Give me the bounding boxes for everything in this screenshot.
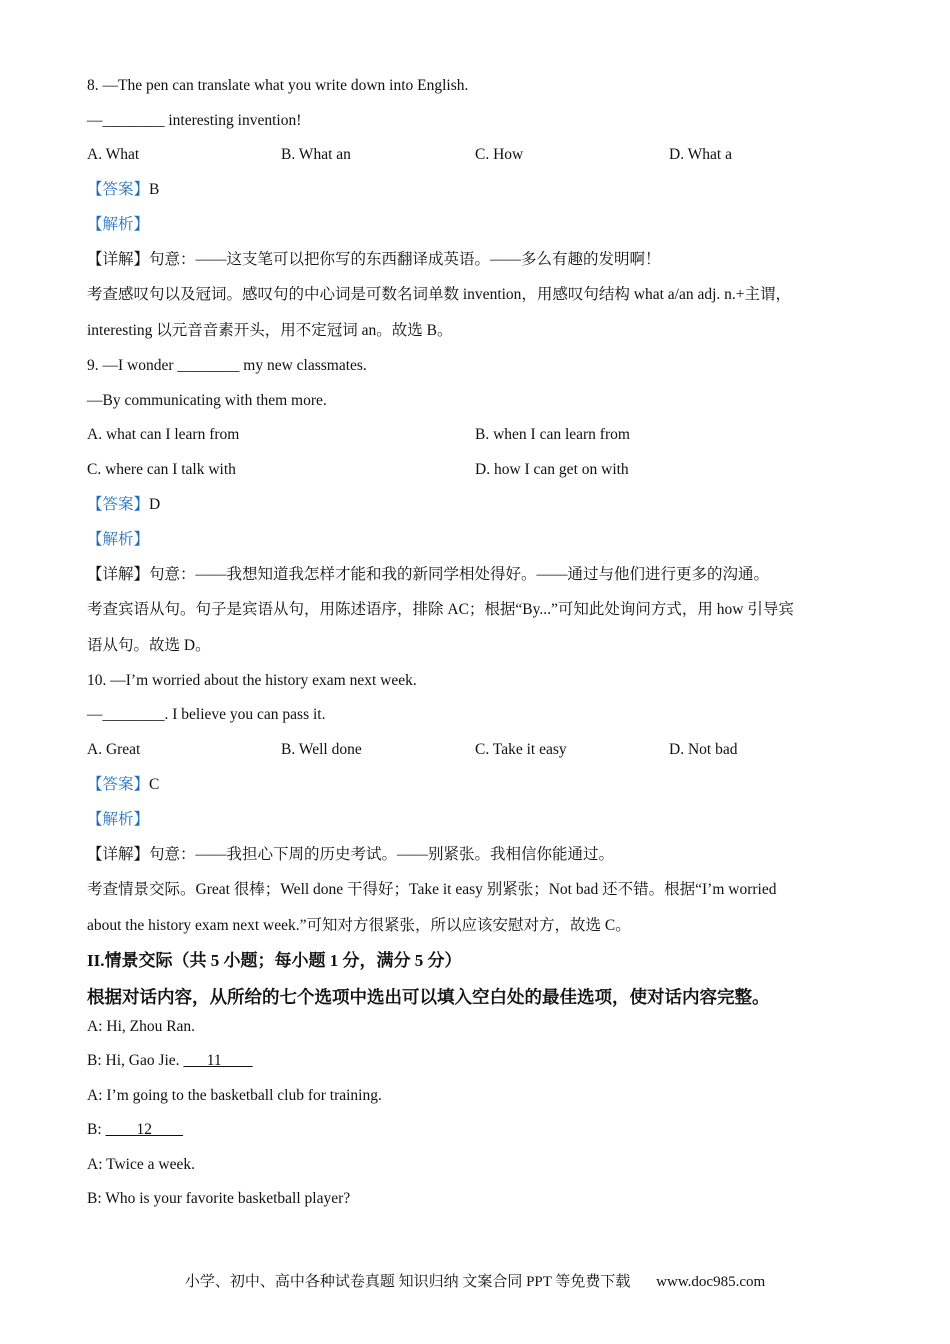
q8-stem: 8. —The pen can translate what you write down into English. xyxy=(87,77,469,94)
q10-option-a: A. Great xyxy=(87,741,141,758)
q9-stem: 9. —I wonder ________ my new classmates. xyxy=(87,357,367,374)
q9-option-b: B. when I can learn from xyxy=(475,426,630,443)
section-heading: II.情景交际（共 5 小题；每小题 1 分，满分 5 分） xyxy=(87,951,462,970)
q8-option-d: D. What a xyxy=(669,146,732,163)
answer-tag: 【答案】 xyxy=(87,776,150,793)
q9-detail-1 xyxy=(87,565,769,585)
q10-option-d: D. Not bad xyxy=(669,741,738,758)
q10-analysis-tag: 【解析】 xyxy=(87,811,150,828)
dialog-line-4 xyxy=(87,1120,183,1140)
dialog-line-3: A: I’m going to the basketball club for training. xyxy=(87,1087,382,1104)
q9-analysis-tag: 【解析】 xyxy=(87,531,150,548)
q9-detail-text: 句意：——我想知道我怎样才能和我的新同学相处得好。——通过与他们进行更多的沟通。 xyxy=(149,566,770,583)
q8-option-c: C. How xyxy=(475,146,524,163)
dialog-line-5: A: Twice a week. xyxy=(87,1156,195,1173)
q8-detail-2: 考查感叹句以及冠词。感叹句的中心词是可数名词单数 invention，用感叹句结构 what a/an adj. n.+主谓， xyxy=(87,286,792,303)
q10-detail-3: about the history exam next week.”可知对方很紧张，所以应该安慰对方，故选 C。 xyxy=(87,917,631,934)
q8-answer-line xyxy=(87,180,159,200)
footer-url[interactable]: www.doc985.com xyxy=(656,1274,766,1290)
q10-detail-2: 考查情景交际。Great 很棒；Well done 干得好；Take it easy 别紧张；Not bad 还不错。根据“I’m worried xyxy=(87,881,777,898)
dialog-line-1: A: Hi, Zhou Ran. xyxy=(87,1018,196,1035)
answer-tag: 【答案】 xyxy=(87,181,150,198)
dialog-speaker-text: B: Hi, Gao Jie. xyxy=(87,1052,184,1069)
blank-number: 12 xyxy=(136,1121,153,1138)
q10-stem: 10. —I’m worried about the history exam next week. xyxy=(87,672,417,689)
detail-tag: 【详解】 xyxy=(87,566,150,583)
dialog-line-2 xyxy=(87,1051,253,1071)
q8-option-b: B. What an xyxy=(281,146,351,163)
q10-option-b: B. Well done xyxy=(281,741,362,758)
q8-answer: B xyxy=(149,181,160,198)
q10-reply: —________. I believe you can pass it. xyxy=(87,706,326,723)
q10-answer: C xyxy=(149,776,160,793)
detail-tag: 【详解】 xyxy=(87,251,150,268)
section-instruction: 根据对话内容，从所给的七个选项中选出可以填入空白处的最佳选项，使对话内容完整。 xyxy=(87,987,770,1007)
q9-answer: D xyxy=(149,496,161,513)
q9-answer-line xyxy=(87,495,160,515)
q9-option-d: D. how I can get on with xyxy=(475,461,629,478)
q10-answer-line xyxy=(87,775,159,795)
q8-option-a: A. What xyxy=(87,146,140,163)
q9-option-c: C. where can I talk with xyxy=(87,461,236,478)
q8-detail-3: interesting 以元音音素开头，用不定冠词 an。故选 B。 xyxy=(87,322,453,339)
q10-option-c: C. Take it easy xyxy=(475,741,567,758)
footer-text: 小学、初中、高中各种试卷真题 知识归纳 文案合同 PPT 等免费下载 xyxy=(184,1274,631,1290)
q8-analysis-tag: 【解析】 xyxy=(87,216,150,233)
detail-tag: 【详解】 xyxy=(87,846,150,863)
q10-detail-text: 句意：——我担心下周的历史考试。——别紧张。我相信你能通过。 xyxy=(149,846,615,863)
blank-number: 11 xyxy=(206,1052,222,1069)
q10-detail-1 xyxy=(87,845,614,865)
answer-tag: 【答案】 xyxy=(87,496,150,513)
q8-reply: —________ interesting invention! xyxy=(87,112,302,129)
q8-detail-text: 句意：——这支笔可以把你写的东西翻译成英语。——多么有趣的发明啊！ xyxy=(149,251,661,268)
q9-option-a: A. what can I learn from xyxy=(87,426,240,443)
blank-11 xyxy=(183,1052,252,1069)
dialog-line-6: B: Who is your favorite basketball player? xyxy=(87,1190,351,1207)
dialog-speaker-text: B: xyxy=(87,1121,106,1138)
blank-12 xyxy=(106,1121,184,1138)
q9-detail-2: 考查宾语从句。句子是宾语从句，用陈述语序，排除 AC；根据“By...”可知此处询问方式，用 how 引导宾 xyxy=(87,601,794,618)
page-footer xyxy=(0,1270,950,1291)
q9-reply: —By communicating with them more. xyxy=(87,392,327,409)
q8-detail-1 xyxy=(87,250,661,270)
q9-detail-3: 语从句。故选 D。 xyxy=(87,637,211,654)
